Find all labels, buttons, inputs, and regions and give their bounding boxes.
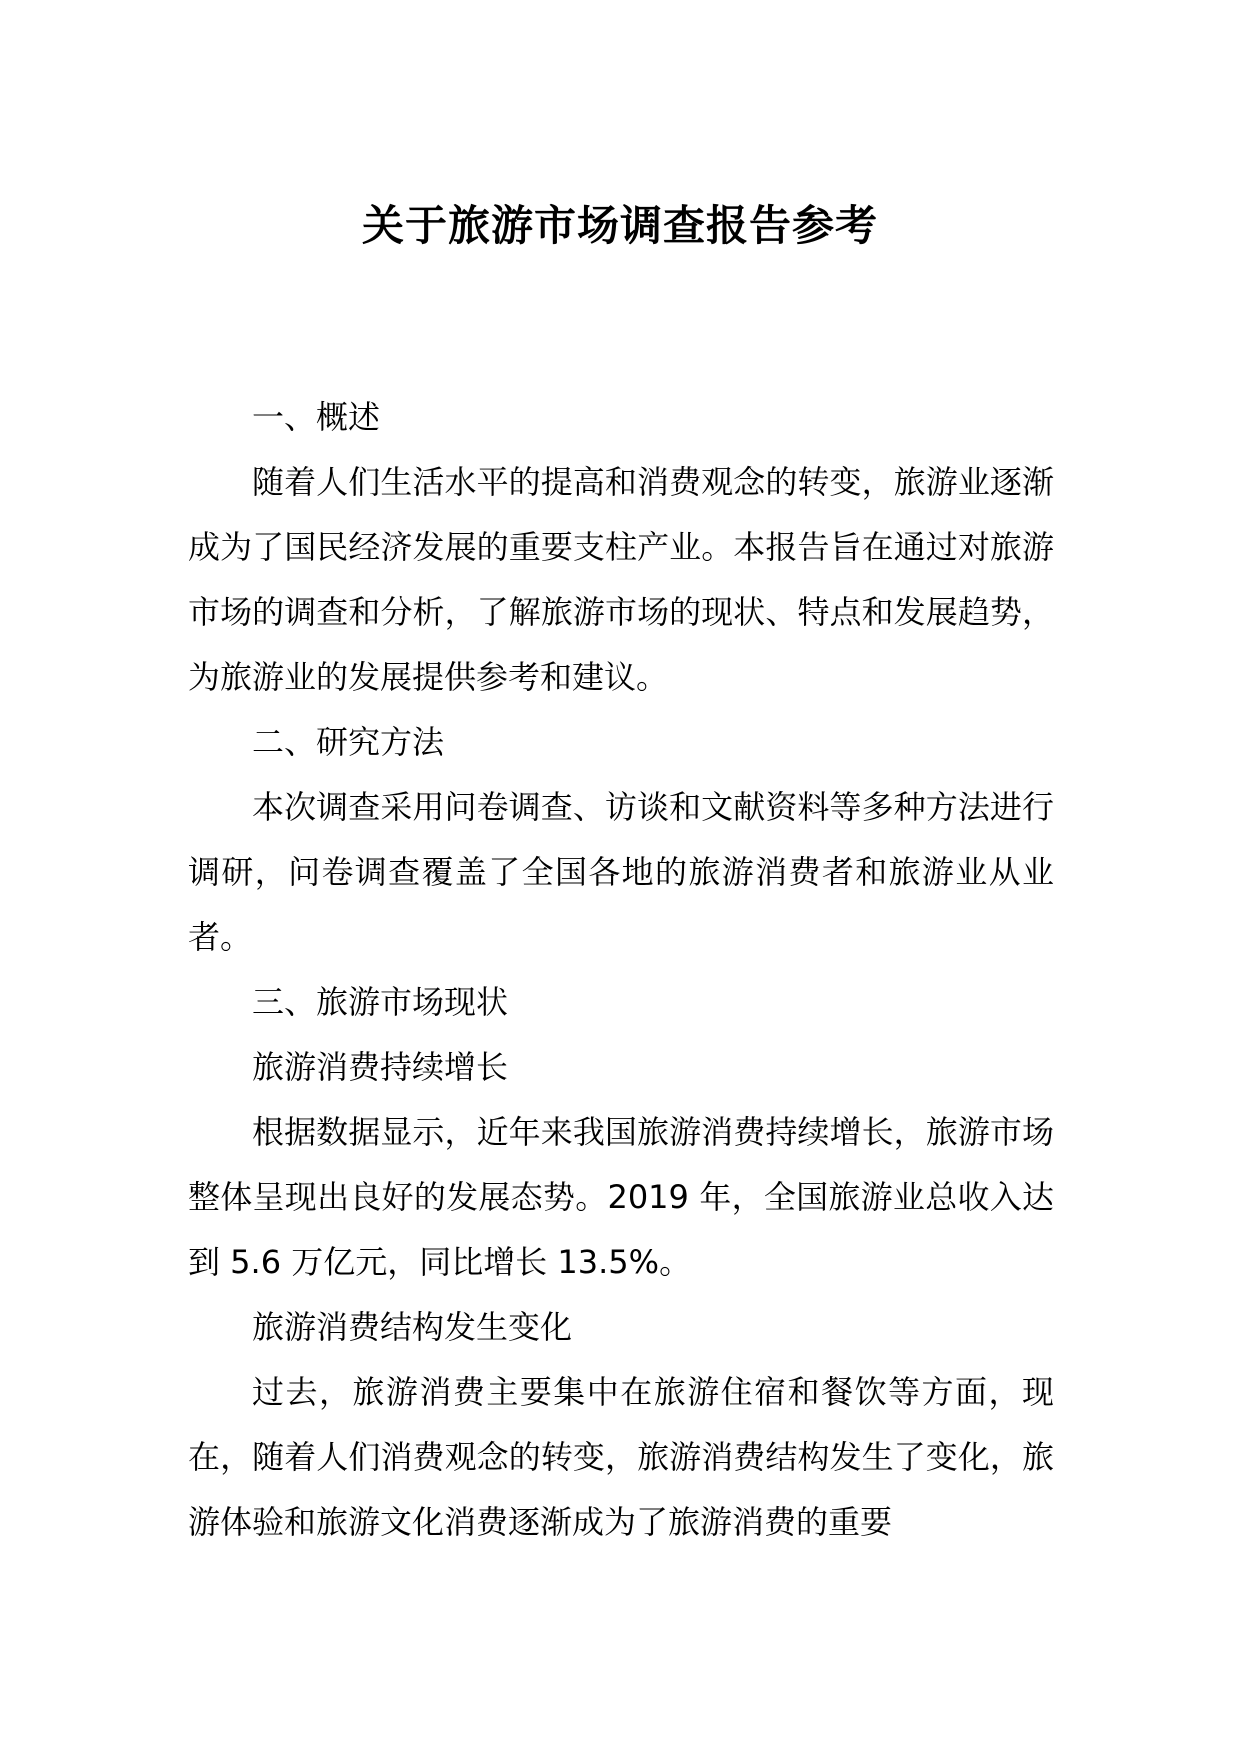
section-heading-methods: 二、研究方法: [252, 723, 445, 761]
paragraph-overview: 随着人们生活水平的提高和消费观念的转变，旅游业逐渐成为了国民经济发展的重要支柱产业。本报告旨在通过对旅游市场的调查和分析，了解旅游市场的现状、特点和发展趋势，为旅游业的发展提供参考和建议。: [188, 463, 1054, 696]
section-heading-overview: 一、概述: [252, 398, 381, 436]
document-body: [188, 385, 1054, 1555]
paragraph-methods: 本次调查采用问卷调查、访谈和文献资料等多种方法进行调研，问卷调查覆盖了全国各地的旅游消费者和旅游业从业者。: [188, 788, 1054, 956]
document-title: 关于旅游市场调查报告参考: [361, 201, 878, 250]
paragraph-consumption-growth: 根据数据显示，近年来我国旅游消费持续增长，旅游市场整体呈现出良好的发展态势。2019 年，全国旅游业总收入达到 5.6 万亿元，同比增长 13.5%。: [188, 1113, 1054, 1281]
paragraph-consumption-structure: 过去，旅游消费主要集中在旅游住宿和餐饮等方面，现在，随着人们消费观念的转变，旅游消费结构发生了变化，旅游体验和旅游文化消费逐渐成为了旅游消费的重要: [188, 1373, 1054, 1541]
subheading-consumption-growth: 旅游消费持续增长: [252, 1048, 509, 1086]
subheading-consumption-structure: 旅游消费结构发生变化: [252, 1308, 573, 1346]
section-heading-market-status: 三、旅游市场现状: [252, 983, 509, 1021]
